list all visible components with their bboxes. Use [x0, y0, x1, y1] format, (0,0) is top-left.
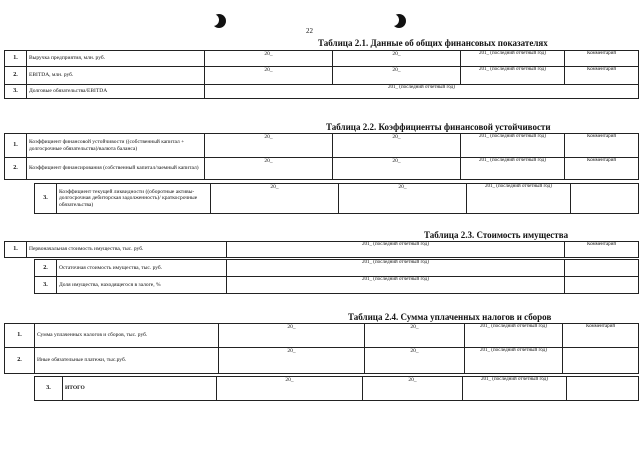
row-label: Выручка предприятия, млн. руб.: [27, 51, 205, 67]
cell-year: 20_: [333, 134, 461, 158]
table-row: [5, 85, 639, 99]
cell-year: 20_: [333, 67, 461, 85]
cell-empty: [571, 184, 639, 214]
row-number: 1.: [5, 51, 27, 67]
cell-year: 20_: [363, 377, 463, 401]
cell-last-year: 201_ (последний отчетный год): [465, 348, 563, 374]
row-number: 2.: [5, 348, 35, 374]
row-number: 1.: [5, 242, 27, 258]
row-label: Остаточная стоимость имущества, тыс. руб.: [57, 260, 227, 277]
cell-year: 20_: [365, 324, 465, 348]
table-2-2-title: Таблица 2.2. Коэффициенты финансовой устойчивости: [326, 122, 551, 132]
table-2-1-title: Таблица 2.1. Данные об общих финансовых показателях: [318, 38, 548, 48]
table-row: [35, 277, 639, 294]
row-label: Долговые обязательства/EBITDA: [27, 85, 205, 99]
table-row: [35, 260, 639, 277]
cell-year: 20_: [219, 324, 365, 348]
table-row: [5, 324, 639, 348]
punch-hole-mark-left: [212, 14, 226, 28]
table-2-2: [4, 133, 639, 180]
table-2-3-title: Таблица 2.3. Стоимость имущества: [424, 230, 569, 240]
table-row: [5, 242, 639, 258]
cell-last-year: 201_ (последний отчетный год): [465, 324, 563, 348]
cell-empty: [563, 348, 639, 374]
row-label: ИТОГО: [63, 377, 217, 401]
table-row: [5, 348, 639, 374]
table-2-3: [4, 241, 639, 258]
cell-comment: Комментарий: [565, 158, 639, 180]
cell-last-year: 201_ (последний отчетный год): [227, 242, 565, 258]
cell-comment: Комментарий: [565, 67, 639, 85]
table-2-2-row-3: [34, 183, 639, 214]
cell-comment: Комментарий: [565, 242, 639, 258]
row-number: 2.: [5, 67, 27, 85]
row-number: 1.: [5, 324, 35, 348]
row-label: Коэффициент текущей ликвидности ((оборотные активы-долгосрочная дебиторская задолженность)/ краткосрочные обязательства): [57, 184, 211, 214]
cell-comment: Комментарий: [565, 134, 639, 158]
cell-year: 20_: [333, 158, 461, 180]
cell-year: 20_: [339, 184, 467, 214]
cell-last-year: 201_ (последний отчетный год): [467, 184, 571, 214]
table-row: [5, 158, 639, 180]
cell-empty: [567, 377, 639, 401]
row-number: 3.: [35, 277, 57, 294]
table-row: [35, 184, 639, 214]
row-label: Иные обязательные платежи, тыс.руб.: [35, 348, 219, 374]
table-row: [5, 67, 639, 85]
table-row: [35, 377, 639, 401]
table-2-1: [4, 50, 639, 99]
row-number: 3.: [35, 184, 57, 214]
cell-year: 20_: [211, 184, 339, 214]
cell-last-year: 201_ (последний отчетный год): [461, 134, 565, 158]
row-label: Коэффициент финансовой устойчивости ((собственный капитал + долгосрочные обязательства)/валюта баланса): [27, 134, 205, 158]
punch-hole-mark-right: [392, 14, 406, 28]
table-row: [5, 134, 639, 158]
cell-year: 20_: [333, 51, 461, 67]
cell-last-year: 201_ (последний отчетный год): [461, 67, 565, 85]
row-label: Первоначальная стоимость имущества, тыс. руб.: [27, 242, 227, 258]
cell-year: 20_: [205, 158, 333, 180]
row-number: 2.: [5, 158, 27, 180]
row-number: 1.: [5, 134, 27, 158]
cell-last-year: 201_ (последний отчетный год): [205, 85, 639, 99]
row-number: 3.: [5, 85, 27, 99]
table-2-3-rows-2-3: [34, 259, 639, 294]
cell-empty: [565, 277, 639, 294]
cell-last-year: 201_ (последний отчетный год): [461, 51, 565, 67]
cell-year: 20_: [219, 348, 365, 374]
table-2-4: [4, 323, 639, 374]
cell-empty: [565, 260, 639, 277]
row-label: Доля имущества, находящегося в залоге, %: [57, 277, 227, 294]
table-2-4-row-3: [34, 376, 639, 401]
row-label: EBITDA, млн. руб.: [27, 67, 205, 85]
row-label: Сумма уплаченных налогов и сборов, тыс. руб.: [35, 324, 219, 348]
cell-year: 20_: [365, 348, 465, 374]
cell-last-year: 201_ (последний отчетный год): [227, 260, 565, 277]
cell-last-year: 201_ (последний отчетный год): [227, 277, 565, 294]
cell-comment: Комментарий: [563, 324, 639, 348]
cell-year: 20_: [205, 67, 333, 85]
cell-year: 20_: [205, 51, 333, 67]
cell-year: 20_: [217, 377, 363, 401]
cell-year: 20_: [205, 134, 333, 158]
row-number: 3.: [35, 377, 63, 401]
cell-last-year: 201_ (последний отчетный год): [461, 158, 565, 180]
page-number: 22: [306, 27, 313, 35]
cell-last-year: 201_ (последний отчетный год): [463, 377, 567, 401]
row-number: 2.: [35, 260, 57, 277]
row-label: Коэффициент финансирования (собственный капитал/заемный капитал): [27, 158, 205, 180]
cell-comment: Комментарий: [565, 51, 639, 67]
table-row: [5, 51, 639, 67]
table-2-4-title: Таблица 2.4. Сумма уплаченных налогов и сборов: [348, 312, 552, 322]
